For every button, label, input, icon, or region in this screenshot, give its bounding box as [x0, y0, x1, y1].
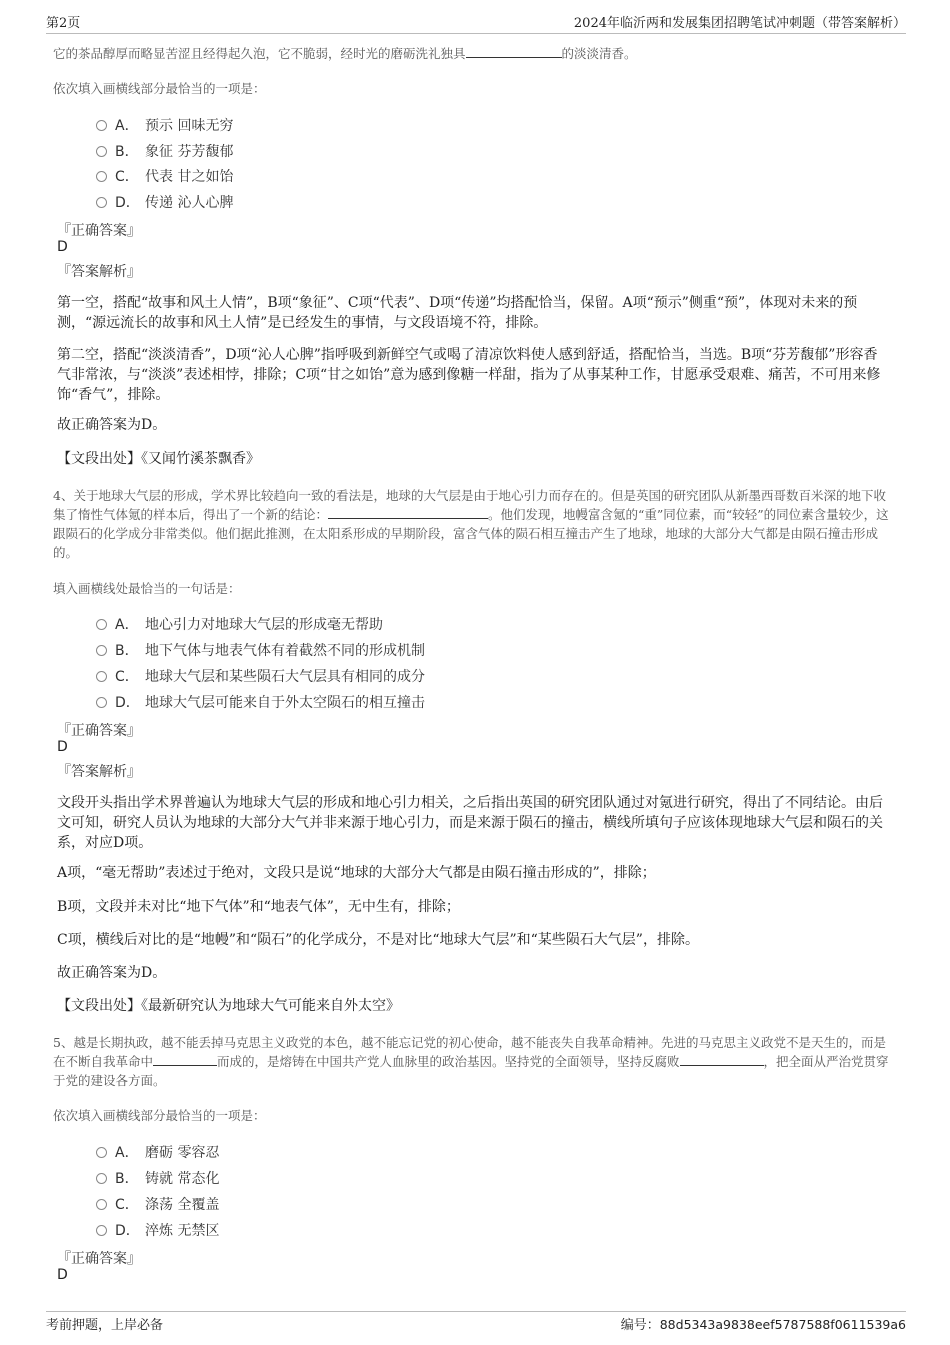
option-text: 传递 沁人心脾: [145, 195, 234, 211]
q4-option-b[interactable]: [96, 640, 425, 660]
option-text: 淬炼 无禁区: [145, 1223, 220, 1239]
q5-blank-2: [680, 1052, 764, 1066]
option-letter: C．: [115, 1197, 139, 1213]
q3-option-b[interactable]: [96, 141, 233, 161]
header-divider: [46, 33, 906, 34]
q3-stem-part2: 的淡淡清香。: [561, 46, 637, 61]
q5-stem-part1: 5、越是长期执政，越不能丢掉马克思主义政党的本色，越不能忘记党的初心使命，越不能丧失自我革命精神。先进的马克思主义政党不是天生的，而是在不断自我革命中: [53, 1035, 886, 1069]
option-letter: A．: [115, 617, 139, 633]
option-text: 象征 芬芳馥郁: [145, 144, 234, 160]
q3-stem-part1: 它的茶品醇厚而略显苦涩且经得起久泡，它不脆弱，经时光的磨砺洗礼独具: [53, 46, 466, 61]
q3-analysis-2: 第二空，搭配“淡淡清香”，D项“沁人心脾”指呼吸到新鲜空气或喝了清凉饮料使人感到舒适，搭配恰当，当选。B项“芬芳馥郁”形容香气非常浓，与“淡淡”表述相悖，排除；C项“甘之如饴”意为感到像糖一样甜，指为了从事某种工作，甘愿承受艰难、痛苦，不可用来修饰“香气”，排除。: [57, 347, 881, 403]
q4-analysis-label: 『答案解析』: [57, 764, 141, 780]
q3-option-a[interactable]: [96, 115, 233, 135]
q5-stem-part2: 而成的，是熔铸在中国共产党人血脉里的政治基因。坚持党的全面领导，坚持反腐败: [217, 1054, 680, 1069]
option-text: 预示 回味无穷: [145, 118, 234, 134]
q3-option-c[interactable]: [96, 166, 233, 186]
footer-divider: [46, 1311, 906, 1312]
q5-blank-1: [153, 1052, 217, 1066]
q5-prompt: 依次填入画横线部分最恰当的一项是：: [53, 1108, 266, 1123]
q4-answer-label: 『正确答案』: [57, 723, 141, 739]
radio-icon[interactable]: [96, 146, 107, 157]
q3-answer-label: 『正确答案』: [57, 223, 141, 239]
document-title: 2024年临沂两和发展集团招聘笔试冲刺题（带答案解析）: [573, 16, 906, 31]
q4-answer: D: [57, 739, 68, 755]
option-letter: A．: [115, 1145, 139, 1161]
footer-code: [621, 1314, 906, 1333]
footer-code-value: 88d5343a9838eef5787588f0611539a6: [659, 1317, 906, 1332]
q4-stem: [53, 486, 898, 562]
q5-stem: [53, 1033, 898, 1090]
radio-icon[interactable]: [96, 120, 107, 131]
option-letter: C．: [115, 669, 139, 685]
q4-analysis-4: C项，横线后对比的是“地幔”和“陨石”的化学成分，不是对比“地球大气层”和“某些陨石大气层”，排除。: [57, 932, 699, 948]
q4-analysis-5: 故正确答案为D。: [57, 965, 167, 981]
q4-stem-part2: 。他们发现，地幔富含氪的“重”同位素，而“较轻”的同位素含量较少，这跟陨石的化学成分非常类似。他们据此推测，在太阳系形成的早期阶段，富含气体的陨石相互撞击产生了地球，地球的大部分大气都是由陨石撞击形成的。: [53, 507, 889, 560]
footer-slogan: 考前押题，上岸必备: [46, 1318, 164, 1333]
q4-option-d[interactable]: [96, 692, 425, 712]
q3-analysis-1: 第一空，搭配“故事和风土人情”，B项“象征”、C项“代表”、D项“传递”均搭配恰当，保留。A项“预示”侧重“预”，体现对未来的预测，“源远流长的故事和风土人情”是已经发生的事情，与文段语境不符，排除。: [57, 295, 858, 331]
radio-icon[interactable]: [96, 1199, 107, 1210]
q4-stem-part1: 4、关于地球大气层的形成，学术界比较趋向一致的看法是，地球的大气层是由于地心引力而存在的。但是英国的研究团队从新墨西哥数百米深的地下收集了惰性气体氪的样本后，得出了一个新的结论：: [53, 488, 886, 522]
q4-analysis-1: 文段开头指出学术界普遍认为地球大气层的形成和地心引力相关，之后指出英国的研究团队通过对氪进行研究，得出了不同结论。由后文可知，研究人员认为地球的大部分大气并非来源于地心引力，而是来源于陨石的撞击，横线所填句子应该体现地球大气层和陨石的关系，对应D项。: [57, 795, 883, 851]
q3-blank: [466, 44, 562, 58]
q3-source: 【文段出处】《又闻竹溪茶飘香》: [57, 451, 260, 467]
radio-icon[interactable]: [96, 671, 107, 682]
radio-icon[interactable]: [96, 619, 107, 630]
radio-icon[interactable]: [96, 1225, 107, 1236]
option-text: 磨砺 零容忍: [145, 1145, 220, 1161]
q4-prompt: 填入画横线处最恰当的一句话是：: [53, 581, 241, 596]
q4-option-c[interactable]: [96, 666, 425, 686]
q4-analysis-3: B项，文段并未对比“地下气体”和“地表气体”，无中生有，排除；: [57, 899, 460, 915]
q3-option-d[interactable]: [96, 192, 233, 212]
q3-stem: [53, 44, 898, 63]
q4-source: 【文段出处】《最新研究认为地球大气可能来自外太空》: [57, 998, 400, 1014]
radio-icon[interactable]: [96, 171, 107, 182]
q3-answer: D: [57, 239, 68, 255]
q5-answer: D: [57, 1267, 68, 1283]
q4-blank: [328, 505, 488, 519]
option-letter: D．: [115, 1223, 140, 1239]
option-letter: D．: [115, 195, 140, 211]
option-text: 地心引力对地球大气层的形成毫无帮助: [145, 617, 383, 633]
option-letter: B．: [115, 643, 139, 659]
q5-option-a[interactable]: [96, 1142, 219, 1162]
q3-prompt: 依次填入画横线部分最恰当的一项是：: [53, 81, 266, 96]
option-text: 涤荡 全覆盖: [145, 1197, 220, 1213]
q5-stem-part3: ，把全面从严治党贯穿于党的建设各方面。: [53, 1054, 889, 1088]
radio-icon[interactable]: [96, 1147, 107, 1158]
option-text: 铸就 常态化: [145, 1171, 220, 1187]
radio-icon[interactable]: [96, 1173, 107, 1184]
option-letter: B．: [115, 1171, 139, 1187]
q3-analysis-3: 故正确答案为D。: [57, 417, 167, 433]
option-text: 地球大气层可能来自于外太空陨石的相互撞击: [145, 695, 425, 711]
option-letter: D．: [115, 695, 140, 711]
q5-option-c[interactable]: [96, 1194, 219, 1214]
q5-option-d[interactable]: [96, 1220, 219, 1240]
q5-answer-label: 『正确答案』: [57, 1251, 141, 1267]
q5-option-b[interactable]: [96, 1168, 219, 1188]
radio-icon[interactable]: [96, 697, 107, 708]
option-letter: A．: [115, 118, 139, 134]
page-number: 第2页: [46, 16, 81, 31]
radio-icon[interactable]: [96, 645, 107, 656]
option-text: 地下气体与地表气体有着截然不同的形成机制: [145, 643, 425, 659]
option-letter: C．: [115, 169, 139, 185]
q3-analysis-label: 『答案解析』: [57, 264, 141, 280]
footer-code-label: 编号：: [620, 1318, 660, 1333]
radio-icon[interactable]: [96, 197, 107, 208]
q4-option-a[interactable]: [96, 614, 383, 634]
option-text: 代表 甘之如饴: [145, 169, 234, 185]
q4-analysis-2: A项，“毫无帮助”表述过于绝对，文段只是说“地球的大部分大气都是由陨石撞击形成的”，排除；: [57, 865, 656, 881]
option-text: 地球大气层和某些陨石大气层具有相同的成分: [145, 669, 425, 685]
option-letter: B．: [115, 144, 139, 160]
